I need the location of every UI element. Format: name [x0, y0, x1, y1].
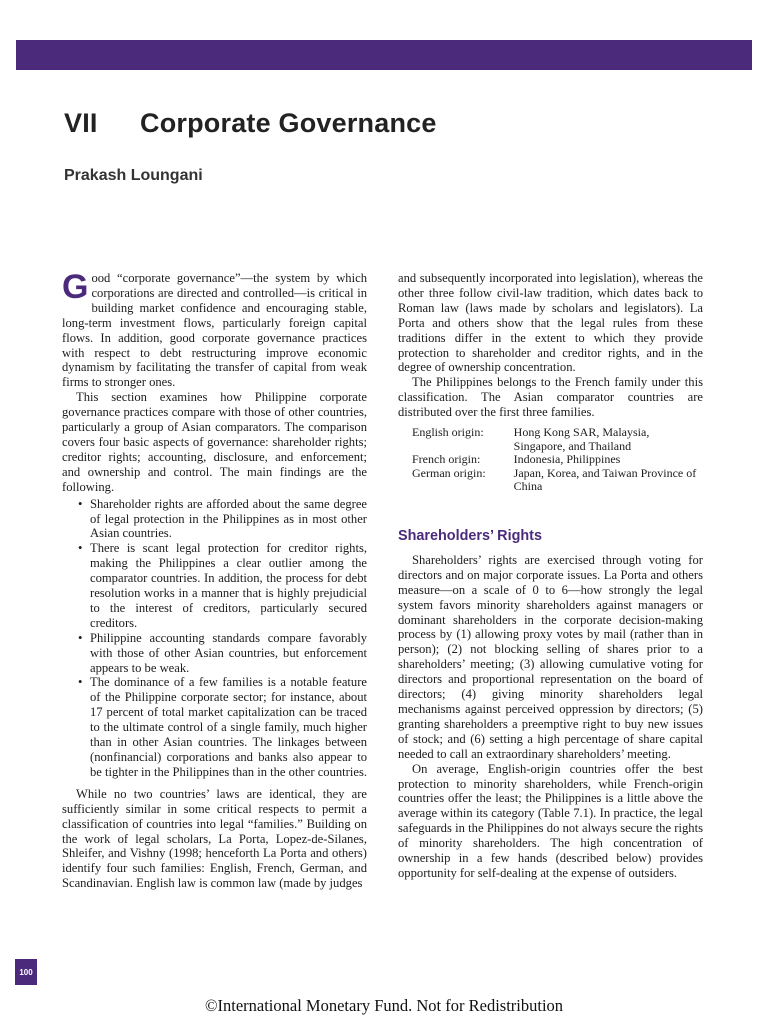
origin-label: French origin:	[412, 452, 481, 467]
copyright-footer: ©International Monetary Fund. Not for Redistribution	[204, 996, 564, 1015]
origin-label: German origin:	[412, 465, 486, 480]
origin-label: English origin:	[412, 425, 484, 440]
table-row	[412, 426, 703, 453]
page-number: 100	[15, 959, 37, 985]
drop-cap: G	[62, 268, 89, 306]
finding-item: • There is scant legal protection for creditor rights, making the Philippines a clear outlier among the comparator countries. In addition, the process for debt resolution works in a manner that is highly prejudicial to the interest of creditors, particularly secured creditors.	[90, 541, 367, 630]
left-column	[62, 268, 368, 891]
origin-countries: Indonesia, Philippines	[513, 452, 621, 467]
origin-countries: Japan, Korea, and Taiwan Province of China	[513, 465, 697, 494]
body-paragraph: and subsequently incorporated into legislation), whereas the other three follow civil-law tradition, which dates back to Roman law (laws made by scholars and legislators). La Porta and others show that the legal rules from these traditions differ in the extent to which they provide protection to shareholder and creditor rights, and in the degree of ownership concentration.	[398, 271, 703, 375]
chapter-number: VII	[64, 108, 98, 138]
chapter-title-text: Corporate Governance	[140, 108, 437, 138]
legal-origin-table	[412, 426, 703, 494]
table-row	[412, 467, 703, 494]
finding-item: • The dominance of a few families is a notable feature of the Philippine corporate sector; for instance, about 17 percent of total market capitalization can be traced to the ultimate control of a single family, much higher than in other Asian countries. The linkages between (nonfinancial) corporations and banks also appear to be tighter in the Philippines than in the other countries.	[90, 675, 367, 779]
body-paragraph: On average, English-origin countries offer the best protection to minority shareholders, while French-origin countries offer the least; the Philippines is a little above the average within its category (Table 7.1). In practice, the legal safeguards in the Philippines do not always secure the rights of minority shareholders. The high concentration of ownership in a few hands (described below) provides opportunity for self-dealing at the expense of outsiders.	[398, 761, 703, 880]
body-paragraph: The Philippines belongs to the French family under this classification. The Asian comparator countries are distributed over the first three families.	[398, 375, 703, 420]
chapter-title	[64, 108, 437, 139]
table-row	[412, 453, 703, 467]
header-band	[16, 40, 752, 70]
author-name: Prakash Loungani	[64, 167, 203, 184]
finding-item: • Philippine accounting standards compare favorably with those of other Asian countries, but enforcement appears to be weak.	[90, 631, 367, 676]
findings-list	[62, 497, 367, 780]
section-heading: Shareholders’ Rights	[398, 528, 542, 545]
body-paragraph: Shareholders’ rights are exercised through voting for directors and on major corporate issues. La Porta and others measure—on a scale of 0 to 6—how strongly the legal system favors minority shareholders against managers or dominant shareholders in the corporate decision-making process by (1) allowing proxy votes by mail (rather than in person); (2) not blocking selling of shares prior to a shareholders’ meeting; (3) allowing cumulative voting for directors and proportional representation on the board of directors; (4) giving minority shareholders legal mechanisms against perceived oppression by directors; (5) granting shareholders a preemptive right to buy new issues of stock; and (6) setting a high percentage of share capital needed to call an extraordinary shareholders’ meeting.	[398, 552, 703, 761]
intro-text: ood “corporate governance”—the system by which corporations are directed and controlled—is critical in building market confidence and encouraging stable, long-term investment flows, particularly foreign capital flows. In addition, good corporate governance practices with respect to debt restructuring improve economic dynamism by facilitating the transfer of capital from weak firms to stronger ones.	[62, 271, 367, 390]
right-column	[398, 271, 703, 881]
intro-paragraph	[62, 268, 367, 390]
finding-item: • Shareholder rights are afforded about the same degree of legal protection in the Philippines as in most other Asian countries.	[90, 497, 367, 542]
body-paragraph: While no two countries’ laws are identical, they are sufficiently similar in some critical respects to permit a classification of countries into legal “families.” Building on the work of legal scholars, La Porta, Lopez-de-Silanes, Shleifer, and Vishny (1998; henceforth La Porta and others) identify four such families: English, French, German, and Scandinavian. English law is common law (made by judges	[62, 786, 367, 891]
body-paragraph: This section examines how Philippine corporate governance practices compare with those of other countries, particularly a group of Asian comparators. The comparison covers four basic aspects of governance: shareholder rights; creditor rights; accounting, disclosure, and enforcement; and ownership and control. The main findings are the following.	[62, 390, 367, 494]
origin-countries: Hong Kong SAR, Malaysia, Singapore, and Thailand	[513, 425, 650, 453]
